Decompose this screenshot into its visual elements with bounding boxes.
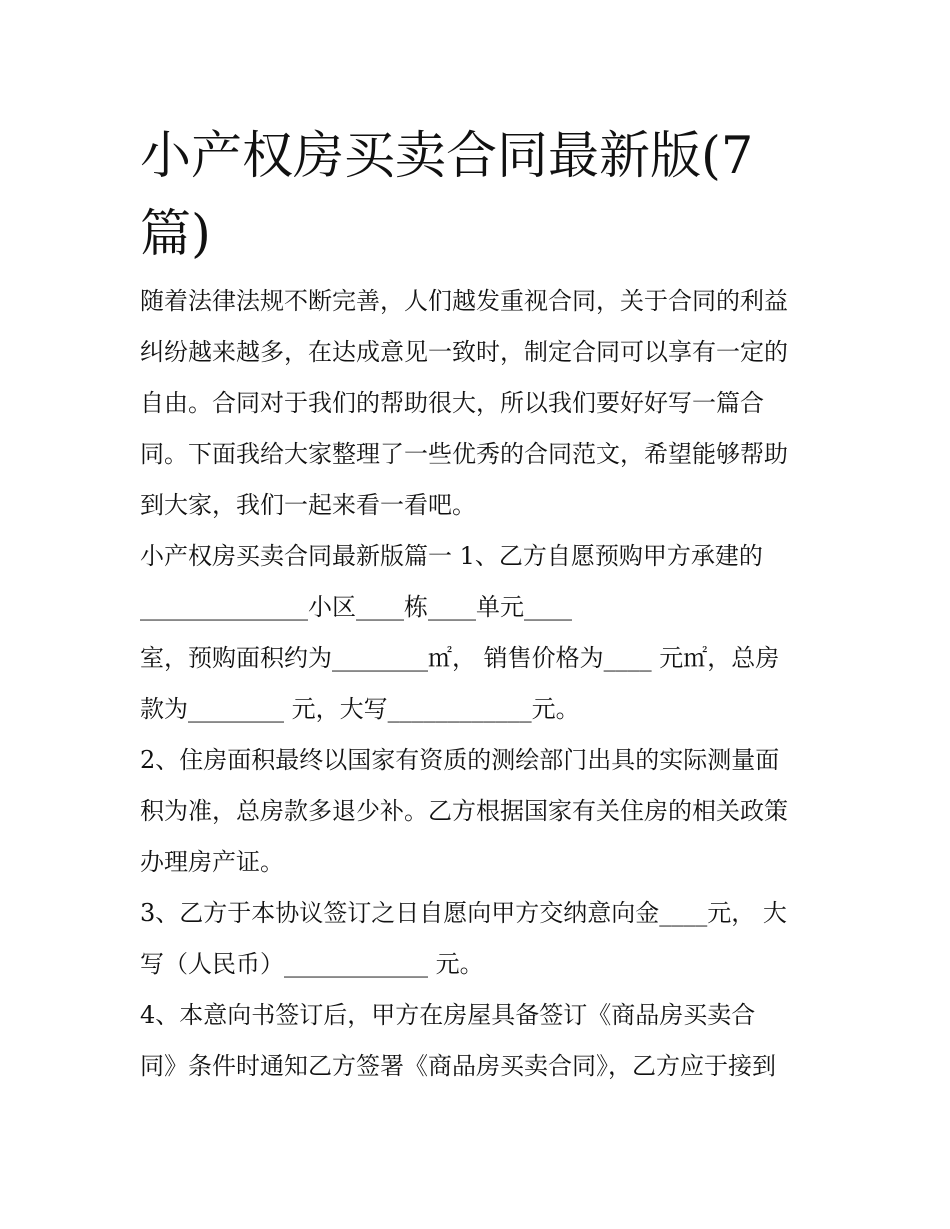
body-line: 同》条件时通知乙方签署《商品房买卖合同》，乙方应于接到 bbox=[140, 1052, 776, 1080]
body-line: 自由。合同对于我们的帮助很大，所以我们要好好写一篇合 bbox=[140, 389, 764, 417]
body-line: 4、本意向书签订后，甲方在房屋具备签订《商品房买卖合 bbox=[140, 1001, 756, 1029]
body-line: 办理房产证。 bbox=[140, 848, 284, 876]
body-line: 纠纷越来越多，在达成意见一致时，制定合同可以享有一定的 bbox=[140, 338, 788, 366]
body-line: 款为________ 元，大写____________元。 bbox=[140, 695, 580, 723]
body-line: 3、乙方于本协议签订之日自愿向甲方交纳意向金____元， 大 bbox=[140, 899, 787, 927]
body-line: 到大家，我们一起来看一看吧。 bbox=[140, 491, 476, 519]
body-line: 同。下面我给大家整理了一些优秀的合同范文，希望能够帮助 bbox=[140, 440, 788, 468]
body-line: 2、住房面积最终以国家有资质的测绘部门出具的实际测量面 bbox=[140, 746, 780, 774]
body-line: ______________小区____栋____单元____ bbox=[140, 593, 572, 621]
body-line: 室，预购面积约为________㎡， 销售价格为____ 元㎡，总房 bbox=[140, 644, 780, 672]
document-title: 小产权房买卖合同最新版(7篇) bbox=[140, 127, 754, 264]
body-line: 随着法律法规不断完善，人们越发重视合同，关于合同的利益 bbox=[140, 287, 788, 315]
body-line: 积为准，总房款多退少补。乙方根据国家有关住房的相关政策 bbox=[140, 797, 788, 825]
body-line: 写（人民币）____________ 元。 bbox=[140, 950, 484, 978]
document-body bbox=[140, 276, 820, 1092]
body-line: 小产权房买卖合同最新版篇一 1、乙方自愿预购甲方承建的 bbox=[140, 542, 763, 570]
